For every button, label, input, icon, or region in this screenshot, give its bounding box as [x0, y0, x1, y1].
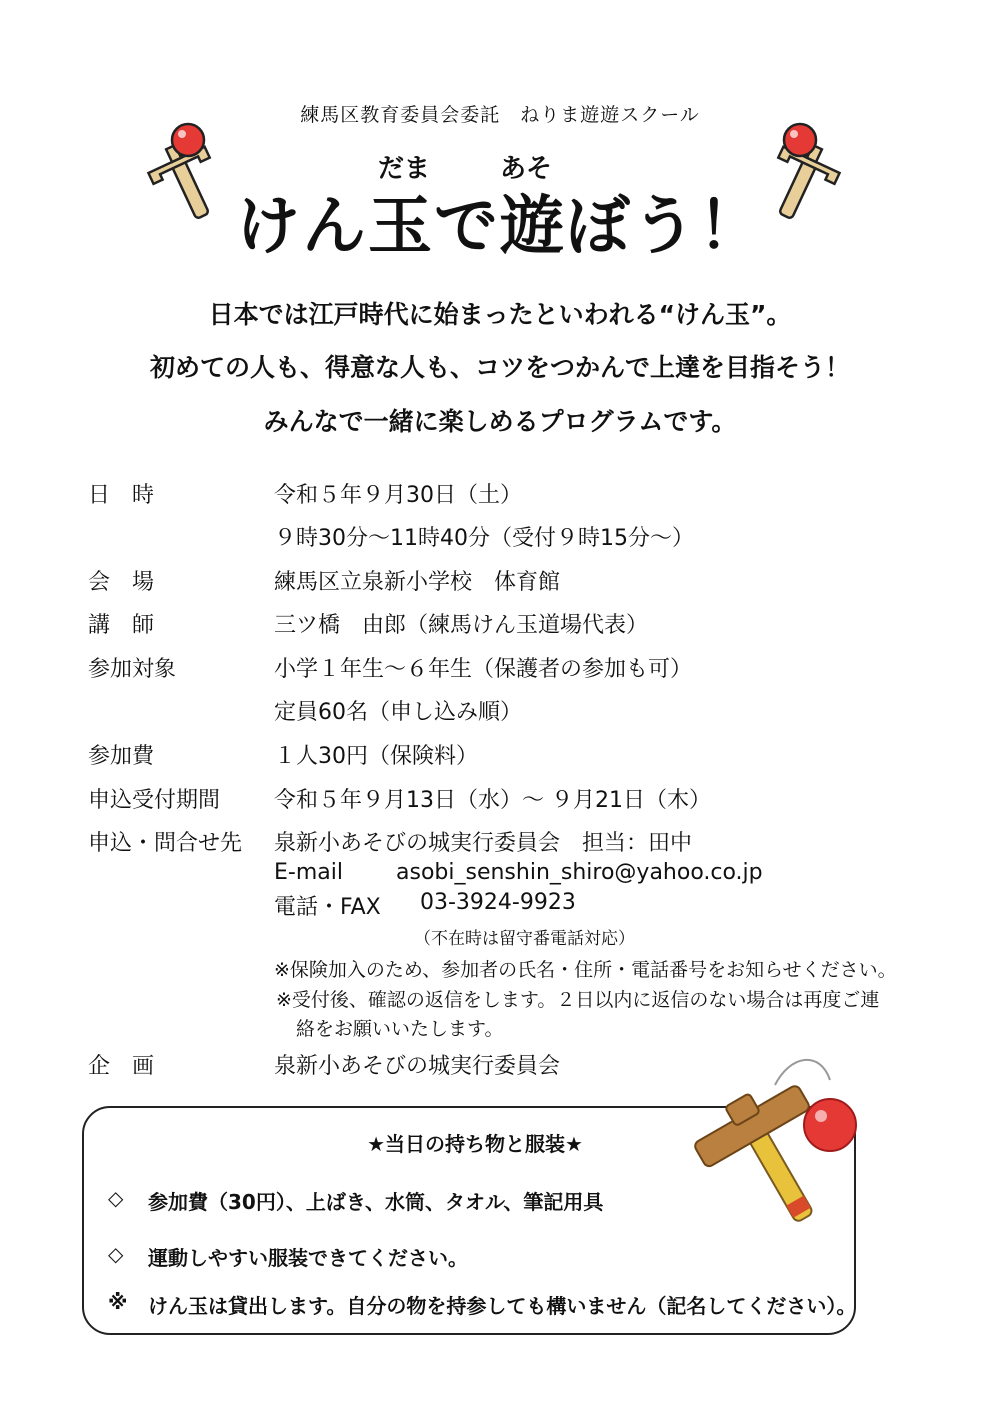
target-label: 参加対象 [88, 657, 177, 682]
venue-label: 会 場 [88, 570, 155, 595]
kendama-right-icon [758, 118, 848, 223]
kendama-large-icon [680, 1050, 870, 1240]
intro-line-3: みんなで一緒に楽しめるプログラムです。 [263, 407, 737, 436]
item2-bullet: ◇ [108, 1242, 124, 1266]
item3-bullet: ※ [108, 1290, 128, 1314]
organizer-text: 練馬区教育委員会委託 ねりま遊遊スクール [300, 104, 700, 126]
title-ruby-dama: だま [378, 154, 431, 184]
instructor-value: 三ツ橋 由郎（練馬けん玉道場代表） [274, 613, 649, 638]
contact-value: 泉新小あそびの城実行委員会 担当：田中 [274, 831, 693, 856]
date-label: 日 時 [88, 483, 155, 508]
phone-label: 電話・FAX [274, 895, 381, 920]
fee-label: 参加費 [88, 744, 155, 769]
planner-label: 企 画 [88, 1054, 155, 1079]
time-value: ９時30分～11時40分（受付９時15分～） [274, 526, 694, 551]
item2-text: 運動しやすい服装できてください。 [148, 1246, 468, 1270]
note-reply-2: 絡をお願いいたします。 [296, 1018, 504, 1040]
kendama-left-icon [140, 118, 230, 223]
period-value: 令和５年９月13日（水）～ ９月21日（木） [274, 788, 711, 813]
phone-value: 03-3924-9923 [420, 890, 576, 915]
capacity-value: 定員60名（申し込み順） [274, 700, 522, 725]
note-insurance: ※保険加入のため、参加者の氏名・住所・電話番号をお知らせください。 [274, 959, 897, 981]
email-label: E-mail [274, 860, 343, 885]
box-heading: ★当日の持ち物と服装★ [367, 1132, 583, 1156]
page-title: けん玉で遊ぼう！ [236, 190, 764, 264]
item3-text: けん玉は貸出します。自分の物を持参しても構いません（記名してください）。 [148, 1294, 857, 1318]
date-value: 令和５年９月30日（土） [274, 483, 522, 508]
item1-text: 参加費（30円）、上ばき、水筒、タオル、筆記用具 [148, 1190, 604, 1214]
note-reply-1: ※受付後、確認の返信をします。２日以内に返信のない場合は再度ご連 [276, 989, 880, 1011]
planner-value: 泉新小あそびの城実行委員会 [274, 1054, 561, 1079]
intro-line-1: 日本では江戸時代に始まったといわれる“けん玉”。 [208, 300, 792, 329]
phone-note: （不在時は留守番電話対応） [414, 929, 635, 949]
instructor-label: 講 師 [88, 613, 155, 638]
period-label: 申込受付期間 [88, 788, 221, 813]
contact-label: 申込・問合せ先 [88, 831, 243, 856]
title-ruby-aso: あそ [500, 154, 553, 184]
intro-line-2: 初めての人も、得意な人も、コツをつかんで上達を目指そう！ [149, 353, 850, 382]
email-value[interactable]: asobi_senshin_shiro@yahoo.co.jp [396, 860, 763, 885]
target-value: 小学１年生～６年生（保護者の参加も可） [274, 657, 693, 682]
venue-value: 練馬区立泉新小学校 体育館 [274, 570, 561, 595]
item1-bullet: ◇ [108, 1186, 124, 1210]
fee-value: １人30円（保険料） [274, 744, 478, 769]
